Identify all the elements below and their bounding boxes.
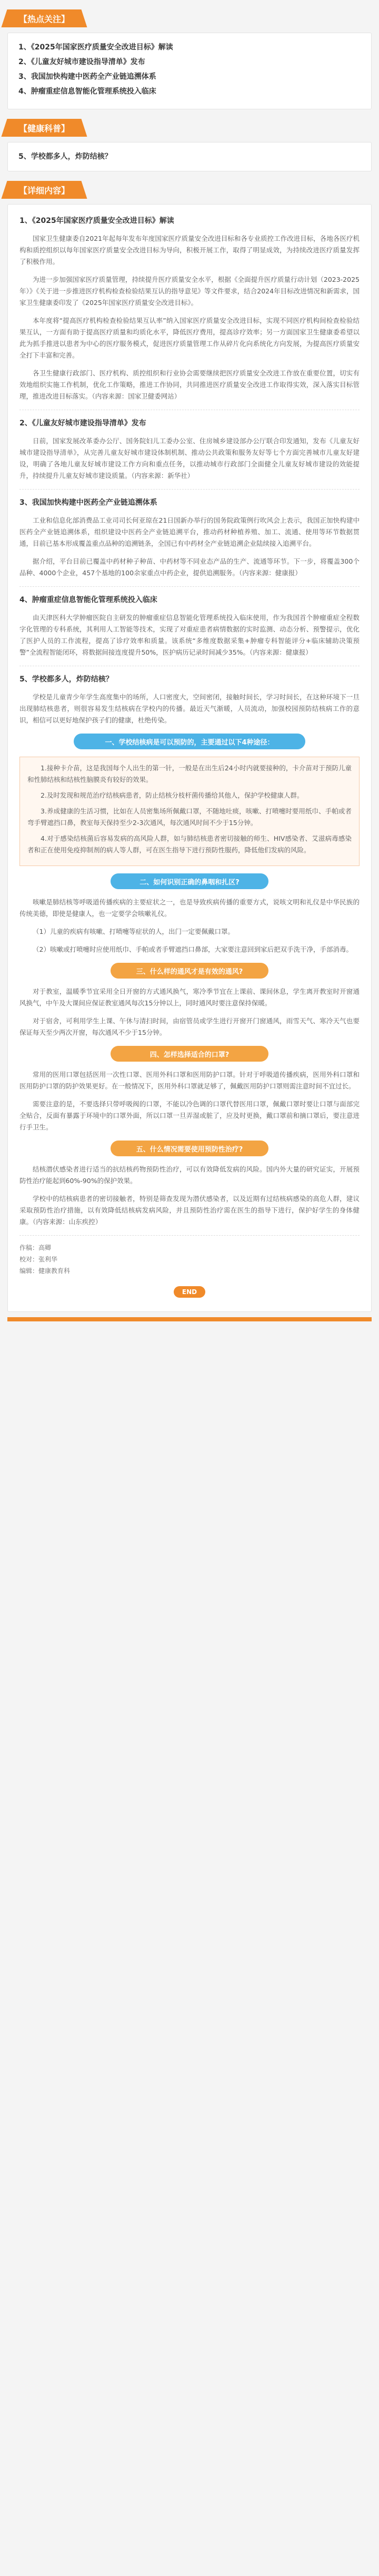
section-tab-health: 【健康科普】 [7, 119, 81, 137]
subheading-pill-4: 四、怎样选择适合的口罩? [111, 1046, 268, 1062]
footer-bar [7, 1317, 372, 1321]
article-1-title: 1、《2025年国家医疗质量安全改进目标》解读 [19, 217, 174, 225]
article-3-title: 3、我国加快构建中医药全产业链追溯体系 [19, 498, 157, 507]
ventilation-paragraph: 对于宿舍，可利用学生上课、午休与清扫时间，由宿管员或学生进行开窗开门窗通风，雨雪天气、寒冷天气也要保证每天至少两次开窗，每次通风不少于15分钟。 [19, 1017, 360, 1036]
hot-item-1[interactable]: 1、《2025年国家医疗质量安全改进目标》解读 [18, 43, 173, 52]
hot-item-4[interactable]: 4、肿瘤重症信息智能化管理系统投入临床 [18, 87, 156, 96]
article-3-paragraph: 工业和信息化部消费品工业司司长何亚琼在21日国新办举行的国务院政策例行吹风会上表示，我国正加快构建中医药全产业链追溯体系，组织建设中医药全产业链追溯平台，推动药材种植养殖、加工、流通、使用等环节数据贯通，目前已基本形成覆盖重点品种的追溯链条，全国已有中药材全产业链追溯企业陆续接入追溯平台。 [19, 516, 360, 547]
subheading-pill-2: 二、如何识别正确的鼻咽和扎区? [111, 873, 268, 889]
prevention-point: 1.接种卡介苗，这是我国每个人出生的第一针，一般是在出生后24小时内就要接种的，卡介苗对于预防儿童和性肺结核和结核性脑膜炎有较好的效果。 [27, 764, 352, 783]
author-line: 作稿：高卿 [19, 1244, 52, 1251]
article-2-title: 2、《儿童友好城市建设指导清单》发布 [19, 419, 146, 427]
treatment-paragraph: 结核潜伏感染者进行适当的抗结核药物预防性治疗，可以有效降低发病的风险。国内外大量的研究证实，开展预防性治疗能起到60%-90%的保护效果。 [19, 1165, 360, 1185]
health-item-5[interactable]: 5、学校都多人，炸防结核？ [18, 152, 112, 161]
prevention-point: 2.及时发现和规范治疗结核病患者，防止结核分枝杆菌传播给其他人，保护学校健康人群。 [41, 791, 304, 799]
etiquette-paragraph: （1）儿童的疾病有咳嗽、打喷嚏等症状的人，出门一定要佩戴口罩。 [33, 928, 234, 935]
subheading-pill-5: 五、什么情况需要使用预防性治疗? [111, 1141, 268, 1156]
article-4-paragraph: 由天津医科大学肿瘤医院自主研发的肿瘤重症信息智能化管理系统投入临床使用，作为我国首个肿瘤重症全程数字化管理的专科系统，其利用人工智能等技术，实现了对重症患者病情数据的实时监测、动态分析、预警提示，优化了医护人员的工作流程，提高了诊疗效率和质量。该系统“多维度数据采集+肿瘤专科智能评分+临床辅助决策预警”全流程智能闭环，将数据间接连度提升50%，医护病历记录时间减少35%。（内容来源：健康报） [19, 614, 360, 656]
mask-paragraph: 需要注意的是，不要选择只带呼吸阀的口罩，不能以冷色调的口罩代替医用口罩，佩戴口罩时要让口罩与面部完全贴合，反面有暴露于环境中的口罩外面，所以口罩一旦弄湿或脏了，应及时更换，戴口罩前和摘口罩后，要注意进行手卫生。 [19, 1100, 360, 1131]
section-tab-detail: 【详细内容】 [7, 181, 81, 199]
hot-item-2[interactable]: 2、《儿童友好城市建设指导清单》发布 [18, 58, 145, 66]
article-2-paragraph: 日前，国家发展改革委办公厅、国务院妇儿工委办公室、住房城乡建设部办公厅联合印发通知，发布《儿童友好城市建设指导清单》，从完善儿童友好城市建设体制机制、推动公共政策和服务友好等七个方面完善城市儿童友好建设，明确了各地儿童友好城市建设工作方向和重点任务，以推动城市行政部门全面健全儿童友好城市建设的效能提升，持续提升儿童友好城市建设质量。（内容来源：新华社） [19, 437, 360, 480]
hot-list-panel [7, 33, 372, 109]
subheading-pill-1: 一、学校结核病是可以预防的，主要通过以下4种途径： [74, 734, 305, 749]
health-list-panel [7, 142, 372, 171]
section-tab-hot: 【热点关注】 [7, 9, 81, 27]
article-1-paragraph: 为进一步加强国家医疗质量管理，持续提升医疗质量安全水平，根据《全面提升医疗质量行动计划（2023-2025年）》《关于进一步推进医疗机构检查检验结果互认的指导意见》等文件要求，结合2024年目标改进情况和新需求，国家卫生健康委印发了《2025年国家医疗质量安全改进目标》。 [19, 276, 360, 307]
divider [19, 489, 360, 490]
divider [19, 586, 360, 587]
prevention-box [19, 757, 360, 866]
hot-item-3[interactable]: 3、我国加快构建中医药全产业链追溯体系 [18, 73, 156, 81]
article-1-paragraph: 国家卫生健康委自2021年起每年发布年度国家医疗质量安全改进目标和各专业质控工作改进目标，各地各医疗机构和质控组织以每年国家医疗质量安全改进目标为导向，积极开展工作，取得了明显成效，为持续改进医疗质量发挥了积极作用。 [19, 235, 360, 266]
article-1-paragraph: 各卫生健康行政部门、医疗机构、质控组织和行业协会需要继续把医疗质量安全改进工作放在重要位置，切实有效地组织实施工作机制，优化工作策略，推进工作协同，共同推进医疗质量安全改进工作取得实效，深入落实目标管理，推进改进目标落实。（内容来源：国家卫健委网站） [19, 369, 360, 400]
etiquette-paragraph: （2）咳嗽或打喷嚏时应使用纸巾、手帕或者手臂遮挡口鼻部，大家要注意回到家后把双手洗干净，手部消毒。 [33, 945, 353, 953]
subheading-pill-3: 三、什么样的通风才是有效的通风? [111, 963, 268, 979]
detail-panel [7, 204, 372, 1312]
ventilation-paragraph: 对于教室，温暖季节宜采用全日开窗的方式通风换气，寒冷季节宜在上课前、课间休息，学生离开教室时开窗通风换气，中午及大课间应保证教室通风每次15分钟以上，同时通风时要注意保持保暖。 [19, 987, 360, 1007]
source-line: 编辑：健康教育科 [19, 1267, 71, 1275]
treatment-paragraph: 学校中的结核病患者的密切接触者，特别是筛查发现为潜伏感染者，以及近期有过结核病感染的高危人群，建议采取预防性治疗措施，以有效降低结核病发病风险，并且预防性治疗需在医生的指导下进行，保护好学生的身体健康。（内容来源：山东疾控） [19, 1195, 360, 1226]
etiquette-paragraph: 咳嗽是肺结核等呼吸道传播疾病的主要症状之一，也是导致疾病传播的重要方式，说咳文明和礼仪是中华民族的传统美德，即使是健康人，也一定要学会咳嗽礼仪。 [19, 898, 360, 918]
article-3-paragraph: 据介绍，平台目前已覆盖中药材种子种苗、中药材等不同业态产品的生产、流通等环节。下一步，将覆盖300个品种、4000个企业，457个基地的100余家重点中药企业，提供追溯服务。（内容来源：健康报） [19, 557, 360, 577]
divider [19, 1235, 360, 1236]
article-5-intro: 学校是儿童青少年学生高度集中的场所，人口密度大，空间密闭，接触时间长，学习时间长，在这种环境下一旦出现肺结核患者，则很容易发生结核病在学校内的传播。最近天气渐暖，人员流动，加强校园预防结核病工作的意识，相信可以更好地保护孩子们的健康，杜绝传染。 [19, 693, 360, 724]
article-1-paragraph: 本年度将“提高医疗机构检查检验结果互认率”纳入国家医疗质量安全改进目标，实现不同医疗机构间检查检验结果互认，一方面有助于提高医疗质量和均质化水平，降低医疗费用，提高诊疗效率；另一方面国家卫生健康委希望以此为抓手推进以患者为中心的医疗服务模式，促进医疗质量管理工作从碎片化向系统化方向发展，为提高医疗质量安全打下丰富和完善。 [19, 317, 360, 359]
article-5-title: 5、学校都多人，炸防结核？ [19, 675, 113, 684]
editor-line: 校对：张利华 [19, 1256, 58, 1263]
article-4-title: 4、肿瘤重症信息智能化管理系统投入临床 [19, 596, 157, 604]
mask-paragraph: 常用的医用口罩包括医用一次性口罩、医用外科口罩和医用防护口罩。针对于呼吸道传播疾病，医用外科口罩和医用防护口罩的防护效果更好。在一般情况下，医用外科口罩就足够了，佩戴医用防护口罩则需注意时间不宜过长。 [19, 1071, 360, 1090]
prevention-point: 4.对于感染结核菌后容易发病的高风险人群，如与肺结核患者密切接触的师生、HIV感染者、艾滋病毒感染者和正在使用免疫抑制剂的病人等人群，可在医生指导下进行预防性服药，降低他们发病的风险。 [27, 834, 352, 854]
prevention-point: 3.养成健康的生活习惯，比如在人员密集场所佩戴口罩，不随地吐痰，咳嗽、打喷嚏时要用纸巾、手帕或者弯手臂遮挡口鼻，教室每天保持至少2-3次通风，每次通风时间不少于15分钟。 [27, 807, 352, 827]
end-badge: END [174, 1286, 205, 1298]
